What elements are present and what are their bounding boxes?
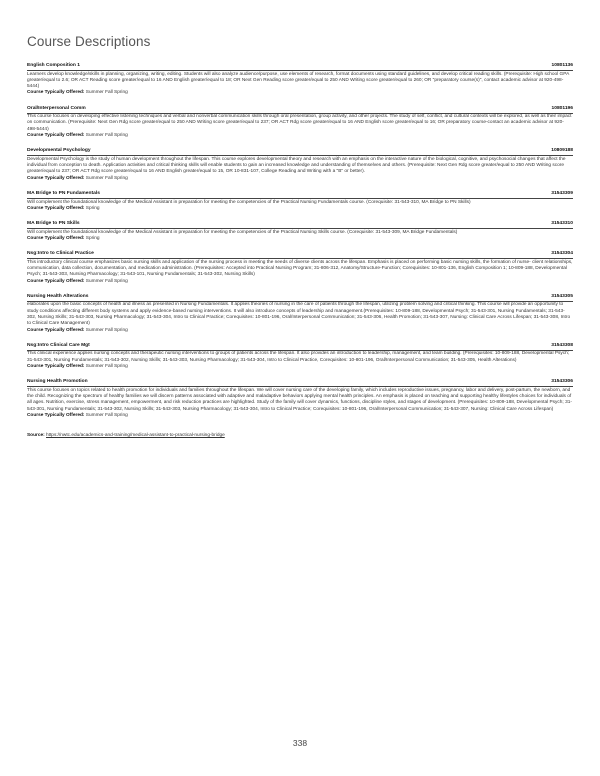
course-offered [27, 236, 573, 242]
course-offered-terms: Summer Fall Spring [85, 133, 128, 139]
course-offered-terms: Summer Fall Spring [85, 364, 128, 370]
course-header [27, 63, 573, 71]
document-page [27, 34, 573, 438]
source-label: Source: [27, 433, 45, 439]
course-name: Nursing Health Alterations [27, 293, 89, 299]
course-description: Will complement the foundational knowledge of the Medical Assistant in preparation for meeting the competencies of the Practical Nursing Fundamentals course. (Corequisite: 31-543-310, MA Bridge to PN Skills) [27, 199, 471, 205]
course-name: Nsg:Intro Clinical Care Mgt [27, 342, 90, 348]
course-offered [27, 176, 573, 182]
course-header [27, 251, 573, 259]
course-description: This course focuses on topics related to health promotion for individuals and families throughout the lifespan. We will cover nursing care of the developing family, which includes reproductive issues, pregnancy, labor and delivery, post-partum, the newborn, and the child. Recognizing the spectrum of healthy families we will discern patterns associated with adaptive and maladaptive behaviors applying mental health principles. An emphasis is placed on teaching and supporting healthy lifestyles choices for individuals of all ages. Nutrition, exercise, stress management, empowerment, and risk reduction practices are highlighted. Study of the family will cover dynamics, functions, discipline styles, and stages of development. (Prerequisites: 10-809-188, Developmental Psych; 31-543-301, Nursing Fundamentals; 31-543-302, Nursing Skills; 31-543-303, Nursing Pharmacology; 31-543-304, Intro to Clinical Practice; Corequisites: 10-801-196, Oral/Interpersonal Communication; 31-543-307, Nursing: Clinical Care Across Lifespan) [27, 387, 572, 412]
course-description: This introductory clinical course emphasizes basic nursing skills and application of the nursing process in meeting the needs of diverse clients across the lifespan. Emphasis is placed on performing basic nursing skills, the formation of nurse- client relationships, communication, data collection, documentation, and medication administration. (Prerequisites: Accepted into Practical Nursing Program; 31-806-312, Anatomy/Structure-Function; Corequisites: 10-801-136, English Composition 1; 10-809-188, Developmental Psych; 31-543-303, Nursing Pharmacology; 31-543-101, Nursing Fundamentals; 31-543-302, Nursing Skills) [27, 259, 573, 278]
course-name: Nursing Health Promotion [27, 379, 88, 385]
course-entry [27, 191, 573, 212]
course-offered [27, 279, 573, 285]
course-code: 31543309 [551, 191, 573, 197]
course-description: Developmental Psychology is the study of human development throughout the lifespan. This course explores developmental theory and research with an emphasis on the interactive nature of the biological, cognitive, and psychosocial changes that affect the individual from conception to death. Application activities and critical thinking skills will enable students to gain an increased knowledge and understanding of themselves and others. (Prerequisite: Next Gen Rdg score greater/equal to 250 AND Writing score greater/equal to 237; OR ACT Rdg score greater/equal to 16 AND English greater/equal to 15, OR 10-831-107, College Reading and Writing with a "B" or better). [27, 156, 566, 175]
course-offered [27, 413, 573, 419]
course-entry [27, 343, 573, 370]
course-code: 31543304 [551, 251, 573, 257]
course-entry [27, 221, 573, 242]
course-offered-terms: Summer Fall Spring [85, 413, 128, 418]
course-code: 10801136 [551, 63, 573, 68]
course-offered-label: Course Typically Offered: [27, 278, 85, 284]
course-code: 31543306 [551, 379, 573, 385]
course-offered [27, 364, 573, 370]
course-header [27, 106, 573, 114]
course-header [27, 294, 573, 302]
course-header [27, 343, 573, 351]
source-line [27, 433, 573, 438]
course-description: This clinical experience applies nursing concepts and therapeutic nursing interventions to groups of patients across the lifespan. It also provides an introduction to leadership, management, and team building. (Prerequisites: 10-809-188, Developmental Psych; 31-543-301, Nursing Fundamentals; 31-543-302, Nursing Skills; 31-543-303, Nursing Pharmacology; 31-543-304, Intro to Clinical Practice, Corequisites: 10-801-196, Oral/Interpersonal Communication; 31-543-305, Health Alterations) [27, 351, 570, 363]
course-code: 31543305 [551, 293, 573, 299]
course-offered [27, 90, 573, 96]
course-code: 10809188 [551, 148, 573, 154]
course-entry [27, 294, 573, 334]
course-header [27, 191, 573, 199]
course-offered-label: Course Typically Offered: [27, 364, 85, 370]
page-number: 338 [292, 738, 308, 748]
course-name: English Composition 1 [27, 63, 80, 68]
course-offered-terms: Summer Fall Spring [85, 278, 128, 284]
course-name: MA Bridge to PN Fundamentals [27, 191, 100, 197]
course-offered-label: Course Typically Offered: [27, 133, 85, 139]
course-offered [27, 206, 573, 212]
course-offered-terms: Summer Fall Spring [85, 90, 128, 96]
course-header [27, 379, 573, 387]
course-name: Nsg:Intro to Clinical Practice [27, 251, 94, 257]
course-offered-terms: Summer Fall Spring [85, 327, 128, 333]
course-description: Will complement the foundational knowledge of the Medical Assistant in preparation for meeting the competencies of the Practical Nursing Skills course. (Corequisite: 31-543-309, MA Bridge Fundamentals) [27, 229, 458, 235]
course-offered [27, 133, 573, 139]
course-header [27, 148, 573, 156]
course-offered-label: Course Typically Offered: [27, 90, 85, 96]
course-name: Developmental Psychology [27, 148, 91, 154]
course-header [27, 221, 573, 229]
course-offered [27, 328, 573, 334]
course-code: 31543310 [551, 221, 573, 227]
course-entry [27, 148, 573, 182]
course-description: This course focuses on developing effective listening techniques and verbal and nonverbal communication skills through oral presentation, group activity, and other projects. The study of self, conflict, and cultural contexts will be explored, as well as their impact on communication. (Prerequisite: Next Gen Rdg score greater/equal to 250 AND Writing score greater/equal to 237; OR ACT Rdg score greater/equal to 16 AND English score greater/equal to 16; OR preparatory course-contact an academic advisor at 920-498-5444) [27, 114, 572, 132]
course-entry [27, 106, 573, 140]
course-entry [27, 251, 573, 285]
course-code: 10801196 [551, 105, 573, 111]
course-offered-label: Course Typically Offered: [27, 175, 85, 181]
source-link[interactable]: https://nwtc.edu/academics-and-training/medical-assistant-to-practical-nursing-bridge [46, 433, 225, 439]
course-offered-terms: Spring [85, 235, 100, 241]
course-code: 31543308 [551, 342, 573, 348]
course-offered-label: Course Typically Offered: [27, 205, 85, 211]
course-offered-terms: Spring [85, 205, 100, 211]
course-description: Learners develop knowledge/skills in planning, organizing, writing, editing. Students will also analyze audience/purpose, use elements of research, format documents using standard guidelines, and develop critical reading skills. (Prerequisite: High school GPA greater/equal to 2.6; OR ACT Reading score greater/equal to 16 AND English greater/equal to 18; OR Next Gen Reading score greater/equal to 250 AND Writing score greater/equal to 260; OR "preparatory course(s)", contact academic advisor at 920-498-5444) [27, 71, 569, 90]
course-name: MA Bridge to PN Skills [27, 221, 80, 227]
page-title: Course Descriptions [27, 34, 151, 49]
course-offered-label: Course Typically Offered: [27, 235, 85, 241]
course-name: Oral/Interpersonal Comm [27, 105, 86, 111]
course-description: elaborates upon the basic concepts of health and illness as presented in Nursing Fundamentals. It applies theories of nursing in the care of patients through the lifespan, utilizing problem solving and critical thinking. This course will provide an opportunity to study conditions affecting different body systems and apply evidence-based nursing interventions. It will also introduce concepts of leadership and management.(Prerequisites: 10-809-188, Developmental Psych; 31-543-301, Nursing Fundamentals; 31-543-302, Nursing Skills; 31-543-303, Nursing Pharmacology; 31-543-304, Intro to Clinical Practice; Corequisites: 10-801-196, Oral/Interpersonal Communication; 31-543-306, Health Promotion; 31-543-307, Nursing: Clinical Care Across Lifespan; 31-543-308, Intro to Clinical Care Management) [27, 302, 571, 327]
course-entry [27, 63, 573, 97]
course-offered-label: Course Typically Offered: [27, 327, 85, 333]
course-entry [27, 379, 573, 419]
course-offered-label: Course Typically Offered: [27, 413, 85, 418]
course-list [27, 63, 573, 419]
course-offered-terms: Summer Fall Spring [85, 175, 128, 181]
